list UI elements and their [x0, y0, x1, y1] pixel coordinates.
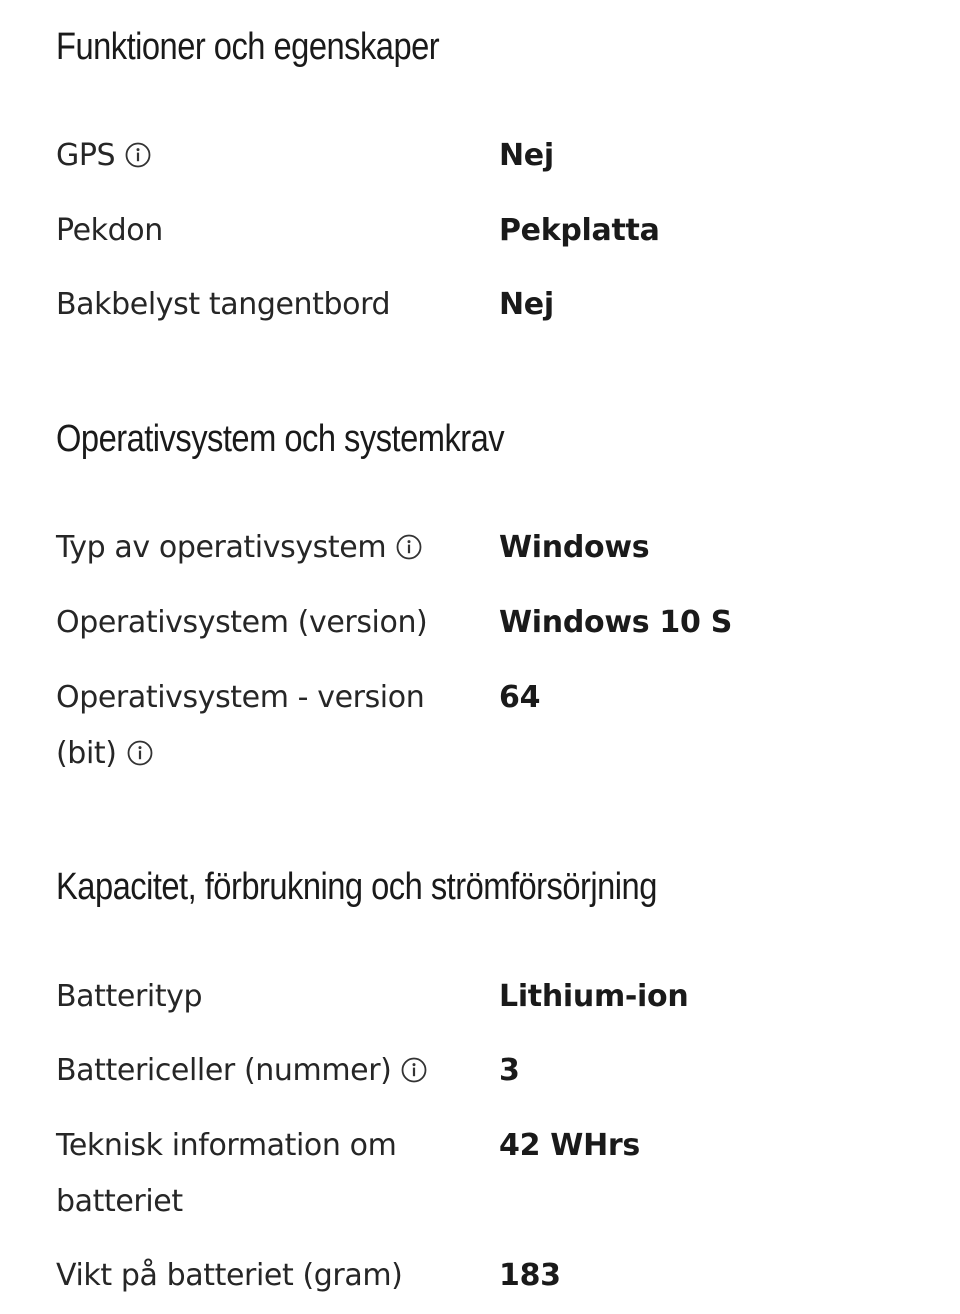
spec-label-text: Battericeller (nummer) [56, 1053, 392, 1088]
spec-label: Vikt på batteriet (gram) [56, 1258, 403, 1293]
spec-label [56, 128, 466, 184]
spec-label: Pekdon [56, 213, 163, 248]
spec-label-text: GPS [56, 138, 116, 173]
spec-label [56, 670, 466, 782]
spec-label: Bakbelyst tangentbord [56, 287, 391, 322]
info-circle-icon[interactable] [401, 1057, 427, 1083]
spec-label: Operativsystem (version) [56, 605, 428, 640]
spec-value: 42 WHrs [499, 1128, 640, 1163]
spec-value: Windows 10 S [499, 605, 733, 640]
info-circle-icon[interactable] [127, 740, 153, 766]
info-circle-icon[interactable] [396, 534, 422, 560]
info-circle-icon[interactable] [125, 142, 151, 168]
spec-label-text: Typ av operativsystem [56, 530, 387, 565]
spec-label [56, 520, 466, 576]
spec-value: Nej [499, 287, 554, 322]
spec-value: Lithium-ion [499, 979, 689, 1014]
spec-value: 183 [499, 1258, 561, 1293]
spec-label-text: Operativsystem - version (bit) [56, 680, 425, 771]
spec-label [56, 1043, 466, 1099]
section-title-os: Operativsystem och systemkrav [56, 418, 505, 460]
spec-label: Teknisk information om batteriet [56, 1128, 397, 1219]
spec-value: 64 [499, 680, 541, 715]
spec-value: Windows [499, 530, 650, 565]
section-title-features: Funktioner och egenskaper [56, 26, 440, 68]
spec-value: Pekplatta [499, 213, 660, 248]
spec-value: 3 [499, 1053, 520, 1088]
spec-label: Batterityp [56, 979, 203, 1014]
spec-value: Nej [499, 138, 554, 173]
section-title-power: Kapacitet, förbrukning och strömförsörjning [56, 866, 657, 908]
